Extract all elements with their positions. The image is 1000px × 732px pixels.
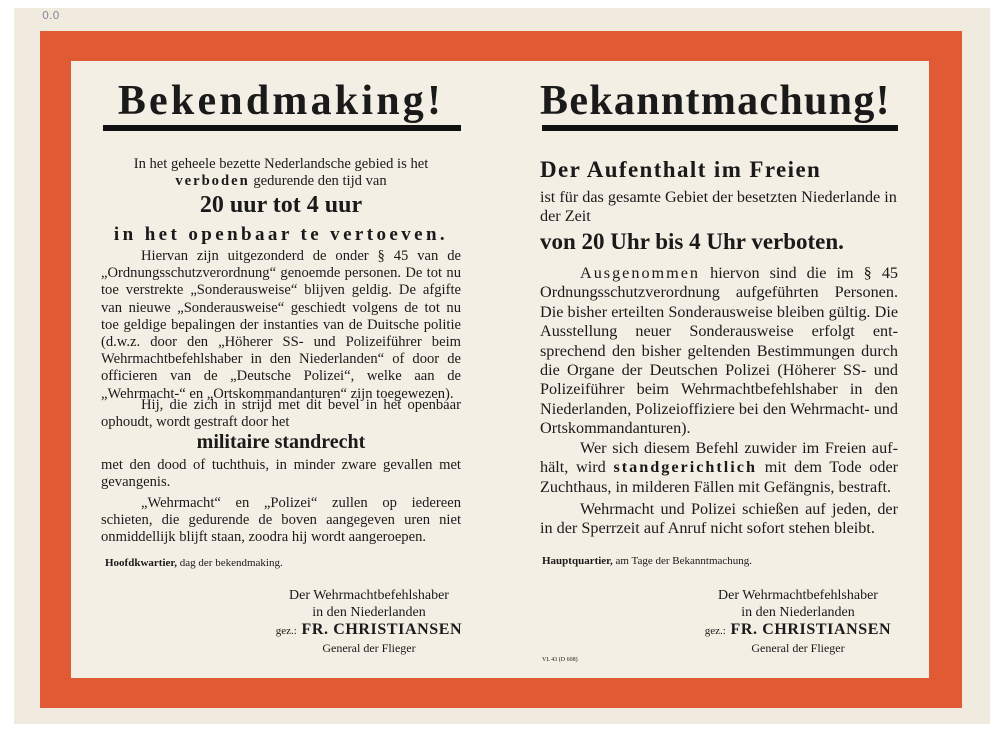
dutch-sig-line1: Der Wehrmachtbefehlshaber [289,588,449,603]
german-signature [688,587,908,657]
dutch-hours: 20 uur tot 4 uur [199,192,363,218]
german-para2-b: mit dem Tode oder Zuchthaus, in milderen Fällen mit Gefängnis, bestraft. [540,458,899,496]
dutch-para-punishment: met den dood of tuchthuis, in minder zware gevallen met gevangenis. [101,457,461,491]
german-title-rule [542,125,898,131]
german-para1-lead: Ausgenommen [580,264,701,282]
german-para-violation [540,439,898,497]
dutch-sig-line2: in den Niederlanden [312,605,426,620]
dutch-intro-bold: verboden [175,173,250,190]
dutch-para-exemptions: Hiervan zijn uitgezonderd de onder § 45 van de „Ordnungsschutzverordnung“ genoemde personen. De tot nu toe verstrekte „Sonderausweise“ blijven geldig. De afgifte van nieuwe „Sonderausweise“ geschiedt volgens de tot nu toe geldige bepalingen der instanties van de Duitsche politie (d.w.z. door den „Höherer SS- und Polizeiführer beim Wehrmachtbefehlshaber in den Niederlanden“ of door de officieren van de „Deutsche Polizei“, welke aan de „Wehrmacht-“ en „Ortskommandanturen“ zijn toegewezen). [101,248,461,402]
german-hq-bold: Hauptquartier, [542,555,613,567]
german-para-exemptions [540,264,898,439]
german-headquarters [542,555,752,567]
dutch-para-violation: Hij, die zich in strijd met dit bevel in het openbaar ophoudt, wordt gestraft door het [101,397,461,431]
dutch-sig-rank: General der Flieger [322,641,416,655]
dutch-hq-bold: Hoofdkwartier, [105,557,178,569]
dutch-sig-name: FR. CHRISTIANSEN [301,621,463,638]
poster-body [71,61,929,678]
dutch-penalty: militaire standrecht [196,431,366,453]
dutch-para-warning: „Wehrmacht“ en „Polizei“ zullen op iedereen schieten, die gedurende de boven aangegeven uren niet onmiddellijk blijft staan, zoodra hij wordt aangeroepen. [101,495,461,546]
dutch-intro-rest: gedurende den tijd van [253,173,387,190]
dutch-hq-rest: dag der bekendmaking. [179,557,283,569]
german-intro: ist für das gesamte Gebiet der besetzten Niederlande in der Zeit [540,188,897,226]
german-heading: Der Aufenthalt im Freien [540,157,822,182]
dutch-prohibited: in het openbaar te vertoeven. [113,224,449,245]
german-sig-line1: Der Wehrmachtbefehlshaber [718,588,878,603]
german-hq-rest: am Tage der Bekanntmachung. [615,555,753,567]
german-sig-name: FR. CHRISTIANSEN [730,621,892,638]
german-sig-prefix: gez.: [704,625,726,637]
dutch-signature [259,587,479,657]
dutch-sig-prefix: gez.: [275,625,297,637]
german-para2-bold: standgerichtlich [613,458,757,477]
dutch-sig-name-line [259,621,479,640]
dutch-intro [101,156,461,190]
pencil-mark: 0.0 [42,9,60,22]
german-hours: von 20 Uhr bis 4 Uhr verboten. [540,229,844,254]
german-title: Bekanntmachung! [540,78,891,124]
german-sig-line2: in den Niederlanden [741,605,855,620]
german-para1-text: hiervon sind die im § 45 Ordnungsschutzverordnung aufgeführten Personen. Die bisher erteilten Sonderausweise bleiben gültig. Die Ausstellung neuer Sonderausweise erfolgt ent-sprechend den bisher geltenden Bestimmungen durch die Organe der Deutschen Polizei (Höherer SS- und Polizeiführer beim Wehrmachtbefehlshaber in den Niederlanden, Polizeioffiziere bei den Wehrmacht- und Ortskommandanturen). [540,264,899,438]
dutch-headquarters [105,557,283,569]
dutch-title: Bekendmaking! [117,78,445,124]
german-para-warning: Wehrmacht und Polizei schießen auf jeden, der in der Sperrzeit auf Anruf nicht sofort stehen bleibt. [540,500,898,538]
dutch-intro-text: In het geheele bezette Nederlandsche gebied is het [133,156,429,172]
german-sig-name-line [688,621,908,640]
print-code: VL 43 (D 608) [542,657,578,663]
german-para2-a: Wer sich diesem Befehl zuwider im Freien auf-hält, wird [540,439,898,477]
german-sig-rank: General der Flieger [751,641,845,655]
dutch-title-rule [103,125,461,131]
